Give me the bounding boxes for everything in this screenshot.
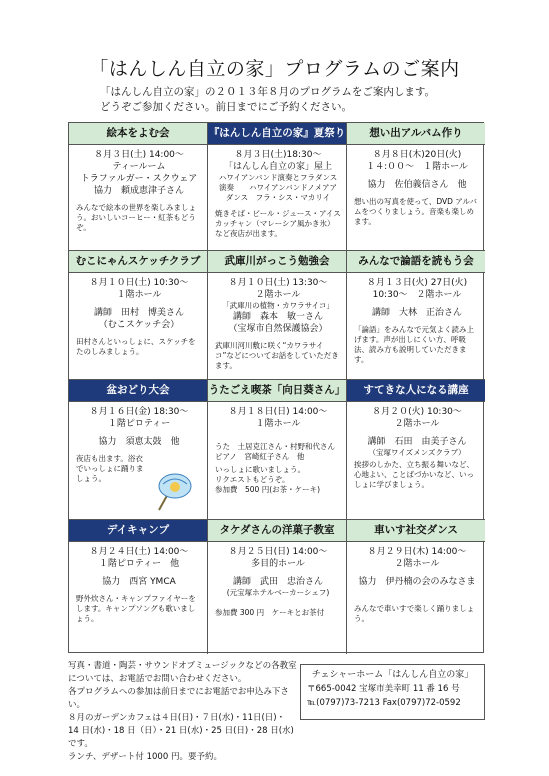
program-cell	[208, 251, 347, 380]
program-cooperator: 協力 伊丹楠の会のみなさま	[358, 577, 476, 587]
program-fee: 参加費 500 円(お茶・ケーキ)	[215, 485, 321, 494]
program-note: 野外炊さん・キャンプファイヤーをします。キャンプソングも歌いましょう。	[76, 594, 196, 623]
program-date: ８月２５日(日) 14:00〜	[228, 547, 328, 557]
program-cell	[347, 251, 485, 380]
program-cell	[347, 380, 485, 520]
program-venue: ２階ホール	[394, 559, 440, 569]
program-date: ８月３日(土)18:30〜	[234, 150, 322, 160]
program-note: 焼きそば・ビール・ジュース・アイスカッチャン（マレーシア風かき氷）など夜店が出ます。	[215, 209, 341, 238]
intro-line: どうぞご参加ください。前日までにご予約ください。	[100, 101, 352, 113]
program-cell	[69, 251, 208, 380]
footer-notes	[68, 660, 298, 764]
program-cooperator: 協力 頼成恵津子さん	[93, 186, 184, 196]
program-sub: 演奏 ハワイアンバンドノメアア	[219, 183, 337, 192]
program-cell	[208, 520, 347, 654]
program-cooperator: 協力 西宮 YMCA	[102, 577, 176, 587]
footer-line: ランチ、デザート付 1000 円。要予約。	[68, 752, 222, 762]
program-date: ８月１０日(土) 10:30〜	[89, 278, 189, 288]
program-affiliation: (元宝塚ホテルベーカーシェフ)	[226, 588, 330, 597]
program-header: 絵本をよむ会	[69, 123, 207, 145]
program-date: ８月３日(土) 14:00〜	[94, 150, 184, 160]
program-header: 車いす社交ダンス	[347, 520, 485, 542]
program-note: 想い出の写真を使って、DVD アルバムをつくりましょう。音楽も楽しめます。	[354, 197, 477, 226]
program-venue: 「はんしん自立の家」屋上	[223, 162, 332, 172]
program-cell	[69, 123, 208, 251]
program-note: 田村さんといっしょに、スケッチをたのしみましょう。	[76, 337, 196, 356]
program-header: むこにゃんスケッチクラブ	[69, 251, 207, 273]
program-note: いっしょに歌いましょう。	[215, 465, 305, 474]
program-header: 武庫川がっこう勉強会	[208, 251, 346, 273]
footer-line: 写真・書道・陶芸・サウンドオブミュージックなどの各教室については、お電話でお問い合わせください。	[68, 661, 297, 684]
program-note: 挨拶のしかた、立ち振る舞いなど、心地よい、ことばづかいなど、いっしょに学びましょう。	[354, 460, 474, 489]
program-topic: 「武庫川の植物・カワラサイコ」	[222, 301, 334, 310]
program-performers: うた 土居克江さん・村野和代さん	[215, 442, 335, 451]
program-header: 盆おどり大会	[69, 380, 207, 402]
program-note: 夜店も出ます。浴衣でいっしょに踊りましょう。	[76, 454, 144, 483]
program-header: デイキャンプ	[69, 520, 207, 542]
program-venue: １４:００〜 １階ホール	[366, 162, 468, 172]
program-header: 想い出アルバム作り	[347, 123, 485, 145]
program-fee: 参加費 300 円 ケーキとお茶付	[215, 608, 325, 617]
program-lecturer: 講師 大林 正治さん	[371, 308, 462, 318]
program-venue-sub: トラファルガー・スクウェア	[80, 174, 198, 184]
program-date: ８月２４日(土) 14:00〜	[89, 547, 189, 557]
program-cell	[208, 380, 347, 520]
program-venue: 10:30〜 ２階ホール	[372, 290, 462, 300]
program-date: ８月１８日(日) 14:00〜	[228, 407, 328, 417]
program-sub: ハワイアンバンド演奏とフラダンス	[218, 173, 338, 182]
program-note: 「論語」をみんなで元気よく読み上げます。声が出しにくい方、呼吸法、読み方も説明していただきます。	[354, 325, 474, 364]
program-header: 『はんしん自立の家』夏祭り	[208, 123, 346, 145]
program-cell	[69, 520, 208, 654]
intro-line: 「はんしん自立の家」の２０１３年８月のプログラムをご案内します。	[100, 86, 436, 98]
program-date: ８月８日(木)20日(火)	[372, 150, 462, 160]
program-sub: ダンス フラ・シス・マカリイ	[225, 193, 331, 202]
program-note: 武庫川河川敷に咲く“カワラサイコ”などについてお話をしていただきます。	[215, 341, 339, 370]
program-venue: ２階ホール	[394, 419, 440, 429]
program-date: ８月１６日(金) 18:30〜	[89, 407, 189, 417]
contact-name: チェシャーホーム「はんしん自立の家」	[311, 670, 474, 680]
program-venue: １階ピロティー 他	[98, 559, 180, 569]
program-cell	[69, 380, 208, 520]
program-date: ８月２０(火) 10:30〜	[372, 407, 462, 417]
program-header: うたごえ喫茶「向日葵さん」	[208, 380, 346, 402]
program-cooperator: 協力 須恵太鼓 他	[98, 437, 180, 447]
program-cooperator: 協力 佐伯義信さん 他	[367, 180, 467, 190]
program-venue: １階ホール	[255, 419, 301, 429]
program-note: みんなで車いすで楽しく踊りましょう。	[354, 604, 475, 623]
program-affiliation: （宝塚ワイズメンズクラブ）	[368, 448, 466, 457]
program-affiliation: （むこスケッチ会）	[98, 320, 180, 330]
program-venue: １階ホール	[116, 290, 162, 300]
program-venue: ２階ホール	[255, 290, 301, 300]
contact-box	[300, 664, 485, 720]
program-cell	[347, 520, 485, 654]
program-note: リクエストもどうぞ。	[215, 475, 290, 484]
program-note: みんなで絵本の世界を楽しみましょう。おいしいコーヒー・紅茶もどうぞ。	[76, 203, 196, 232]
program-performers: ピアノ 宮崎紅子さん 他	[215, 452, 305, 461]
program-venue: １階ピロティー	[107, 419, 171, 429]
program-header: すてきな人になる講座	[347, 380, 485, 402]
program-grid	[68, 122, 484, 653]
program-lecturer: 講師 森本 敏一さん	[232, 312, 323, 322]
program-affiliation: （宝塚市自然保護協会）	[228, 324, 328, 334]
program-cell	[347, 123, 485, 251]
footer-line: 14 日(水)・18 日（日）・21 日(水)・25 日(日)・28 日(水)です。	[68, 726, 294, 749]
footer-line: ８月のガーデンカフェは４日(日)・７日(水)・11日(日)・	[68, 713, 286, 723]
program-venue: 多目的ホール	[251, 559, 305, 569]
page-title: 「はんしん自立の家」プログラムのご案内	[89, 58, 460, 80]
contact-address: 〒665-0042 宝塚市美幸町 11 番 16 号	[307, 684, 460, 694]
program-lecturer: 講師 石田 由美子さん	[367, 437, 467, 447]
program-date: ８月１３日(火) 27日(火)	[366, 278, 468, 288]
program-lecturer: 講師 田村 博美さん	[93, 308, 184, 318]
program-header: みんなで論語を読もう会	[347, 251, 485, 273]
program-cell	[208, 123, 347, 251]
footer-line: 各プログラムへの参加は前日までにお電話でお申込み下さい。	[68, 687, 289, 710]
uchiwa-fan-icon	[145, 472, 197, 512]
program-date: ８月２９日(木) 14:00〜	[367, 547, 467, 557]
contact-phone: ℡(0797)73-7213 Fax(0797)72-0592	[307, 698, 461, 708]
program-header: タケダさんの洋菓子教室	[208, 520, 346, 542]
program-lecturer: 講師 武田 忠治さん	[232, 577, 323, 587]
program-date: ８月１０日(土) 13:30〜	[228, 278, 328, 288]
intro-text	[100, 85, 435, 115]
program-venue: ティールーム	[112, 162, 166, 172]
